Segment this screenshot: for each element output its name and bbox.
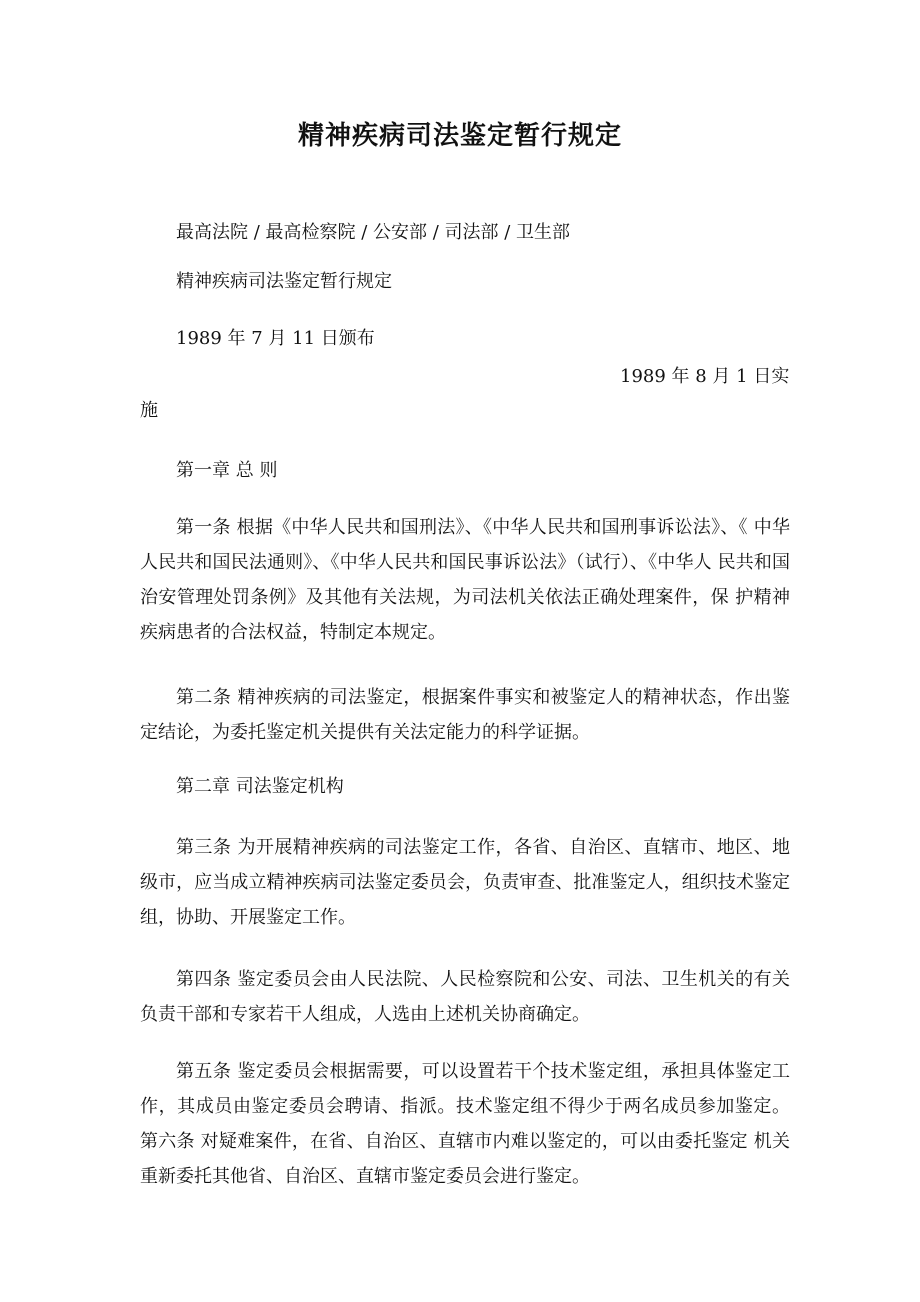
regulation-name: 精神疾病司法鉴定暂行规定 [176,271,392,292]
effective-date-continued: 施 [140,400,158,421]
document-title: 精神疾病司法鉴定暂行规定 [297,121,622,151]
chapter-heading-1: 第一章 总 则 [176,460,278,481]
article-3: 第三条 为开展精神疾病的司法鉴定工作，各省、自治区、直辖市、地区、地 级市，应当成立精神疾病司法鉴定委员会，负责审查、批准鉴定人，组织技术鉴定 组，协助、开展鉴定工作。 [140,837,790,928]
chapter-heading-2: 第二章 司法鉴定机构 [176,776,344,797]
article-2: 第二条 精神疾病的司法鉴定，根据案件事实和被鉴定人的精神状态，作出鉴 定结论，为委托鉴定机关提供有关法定能力的科学证据。 [140,687,790,743]
issued-date: 1989 年 7 月 11 日颁布 [176,328,375,349]
issuing-authorities: 最高法院 / 最高检察院 / 公安部 / 司法部 / 卫生部 [176,222,571,243]
article-5-6: 第五条 鉴定委员会根据需要，可以设置若干个技术鉴定组，承担具体鉴定工 作，其成员由鉴定委员会聘请、指派。技术鉴定组不得少于两名成员参加鉴定。 第六条 对疑难案件，在省、自治区、直辖市内难以鉴定的，可以由委托鉴定 机关重新委托其他省、自治区、直辖市鉴定委员会进行鉴定。 [140,1061,790,1187]
article-4: 第四条 鉴定委员会由人民法院、人民检察院和公安、司法、卫生机关的有关 负责干部和专家若干人组成，人选由上述机关协商确定。 [140,969,790,1025]
article-1: 第一条 根据《中华人民共和国刑法》、《中华人民共和国刑事诉讼法》、《 中华人民共和国民法通则》、《中华人民共和国民事诉讼法》（试行）、《中华人 民共和国治安管理处罚条例》及其他有关法规，为司法机关依法正确处理案件，保 护精神疾病患者的合法权益，特制定本规定。 [140,517,790,643]
effective-date: 1989 年 8 月 1 日实 [620,366,790,387]
